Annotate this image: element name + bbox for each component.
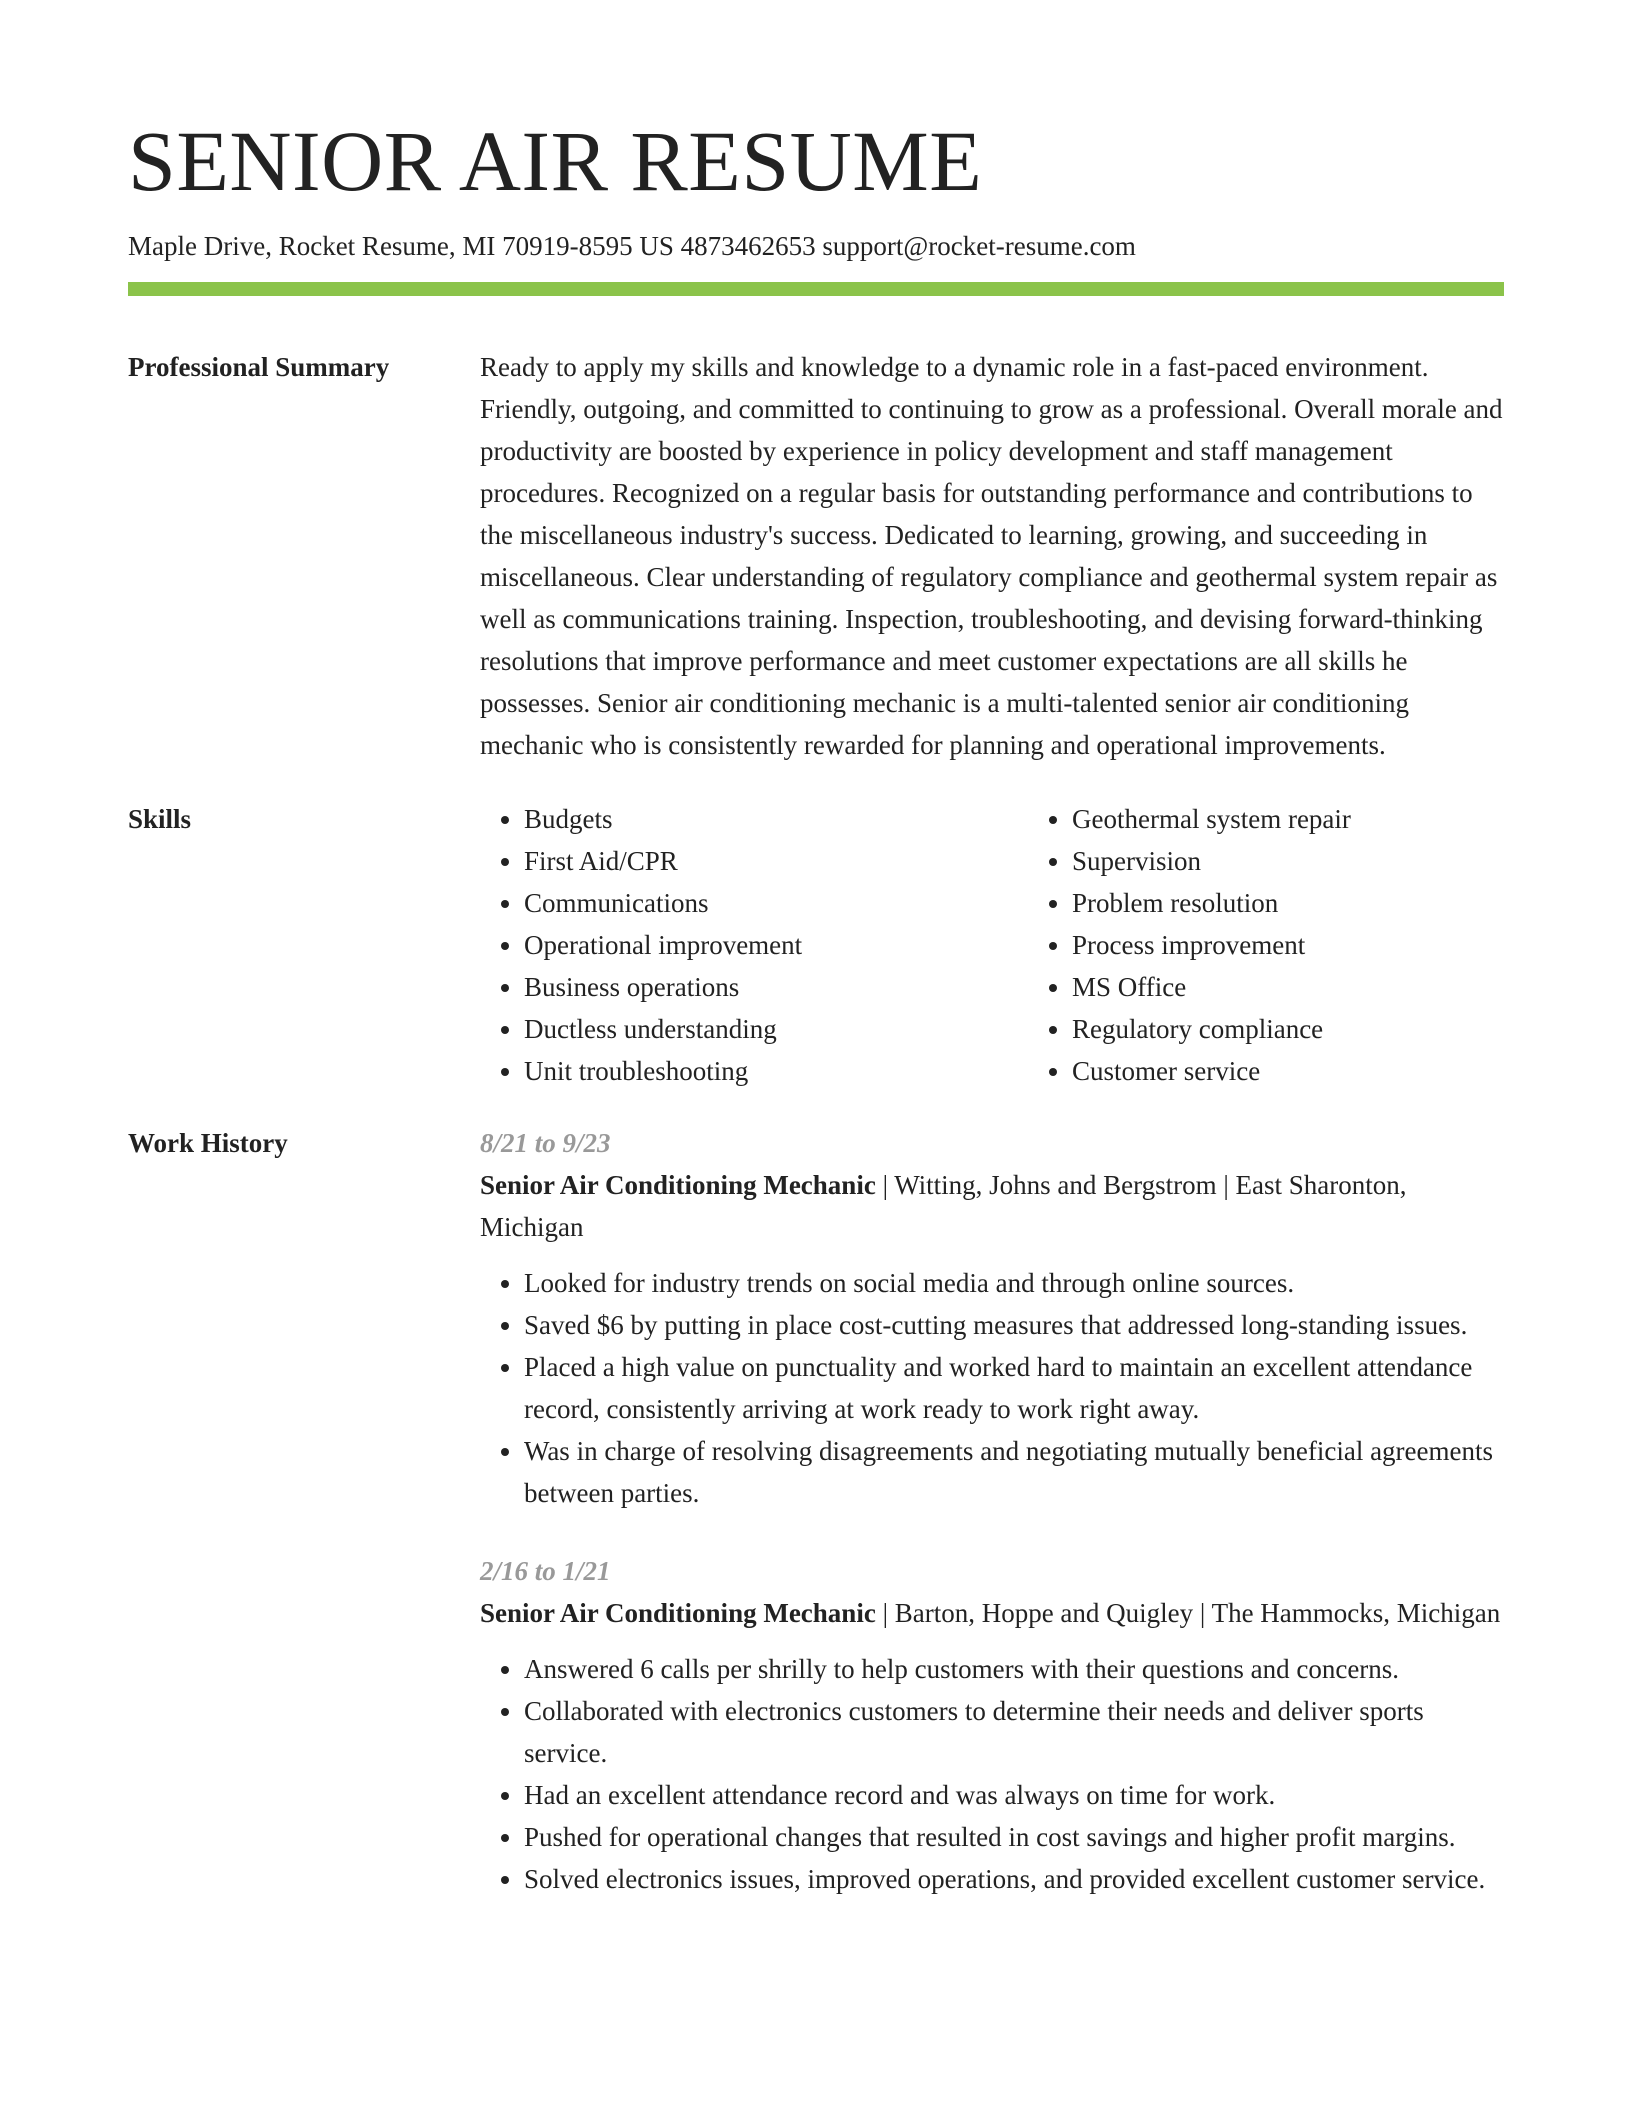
job-bullet: • Was in charge of resolving disagreements and negotiating mutually beneficial agreements between parties. [524, 1430, 1504, 1514]
job-bullet: • Collaborated with electronics customers to determine their needs and deliver sports service. [524, 1690, 1504, 1774]
skill-item: • First Aid/CPR [524, 840, 1028, 882]
skill-item: • Budgets [524, 798, 1028, 840]
skill-item: • Problem resolution [1072, 882, 1576, 924]
skills-grid [480, 798, 1576, 1092]
section-title-summary: Professional Summary [128, 352, 390, 383]
job-entry [480, 1550, 1504, 1900]
section-title-skills: Skills [128, 804, 192, 835]
job-bullet: • Saved $6 by putting in place cost-cutting measures that addressed long-standing issues. [524, 1304, 1504, 1346]
skill-item: • Unit troubleshooting [524, 1050, 1028, 1092]
job-title: Senior Air Conditioning Mechanic [480, 1598, 876, 1629]
job-bullets [480, 1648, 1504, 1900]
skill-item: • Operational improvement [524, 924, 1028, 966]
work-history-body [480, 1122, 1504, 1936]
summary-body [480, 346, 1504, 766]
job-title: Senior Air Conditioning Mechanic [480, 1170, 876, 1201]
accent-divider [128, 282, 1504, 296]
skill-item: • Regulatory compliance [1072, 1008, 1576, 1050]
skill-item: • MS Office [1072, 966, 1576, 1008]
summary-text: Ready to apply my skills and knowledge to a dynamic role in a fast-paced environment. Friendly, outgoing, and committed to continuing to grow as a professional. Overall morale and productivity are boosted by experience in policy development and staff management procedures. Recognized on a regular basis for outstanding performance and contributions to the miscellaneous industry's success. Dedicated to learning, growing, and succeeding in miscellaneous. Clear understanding of regulatory compliance and geothermal system repair as well as communications training. Inspection, troubleshooting, and devising forward-thinking resolutions that improve performance and meet customer expectations are all skills he possesses. Senior air conditioning mechanic is a multi-talented senior air conditioning mechanic who is consistently rewarded for planning and operational improvements. [480, 352, 1503, 761]
job-heading [480, 1164, 1504, 1248]
resume-name: SENIOR AIR RESUME [128, 113, 983, 209]
job-date: 2/16 to 1/21 [480, 1556, 611, 1587]
job-heading [480, 1592, 1504, 1634]
skill-item: • Customer service [1072, 1050, 1576, 1092]
job-bullet: • Placed a high value on punctuality and worked hard to maintain an excellent attendance record, consistently arriving at work ready to work right away. [524, 1346, 1504, 1430]
skill-item: • Business operations [524, 966, 1028, 1008]
section-title-work-history: Work History [128, 1128, 288, 1159]
job-date: 8/21 to 9/23 [480, 1128, 611, 1159]
job-bullet: • Had an excellent attendance record and was always on time for work. [524, 1774, 1504, 1816]
job-bullet: • Looked for industry trends on social media and through online sources. [524, 1262, 1504, 1304]
job-entry [480, 1122, 1504, 1514]
skills-section [128, 798, 1504, 1092]
skill-item: • Geothermal system repair [1072, 798, 1576, 840]
work-history-section [128, 1122, 1504, 1936]
job-details: | Barton, Hoppe and Quigley | The Hammocks, Michigan [875, 1598, 1501, 1629]
skill-item: • Ductless understanding [524, 1008, 1028, 1050]
job-bullet: • Solved electronics issues, improved operations, and provided excellent customer service. [524, 1858, 1504, 1900]
skills-list-right [1028, 798, 1576, 1092]
skill-item: • Process improvement [1072, 924, 1576, 966]
contact-line: Maple Drive, Rocket Resume, MI 70919-8595 US 4873462653 support@rocket-resume.com [128, 231, 1136, 261]
skill-item: • Supervision [1072, 840, 1576, 882]
job-bullet: • Pushed for operational changes that resulted in cost savings and higher profit margins. [524, 1816, 1504, 1858]
skill-item: • Communications [524, 882, 1028, 924]
job-bullet: • Answered 6 calls per shrilly to help customers with their questions and concerns. [524, 1648, 1504, 1690]
job-details: | Witting, Johns and Bergstrom | East Sharonton, Michigan [480, 1170, 1407, 1243]
skills-list-left [480, 798, 1028, 1092]
job-bullets [480, 1262, 1504, 1514]
summary-section [128, 346, 1504, 766]
